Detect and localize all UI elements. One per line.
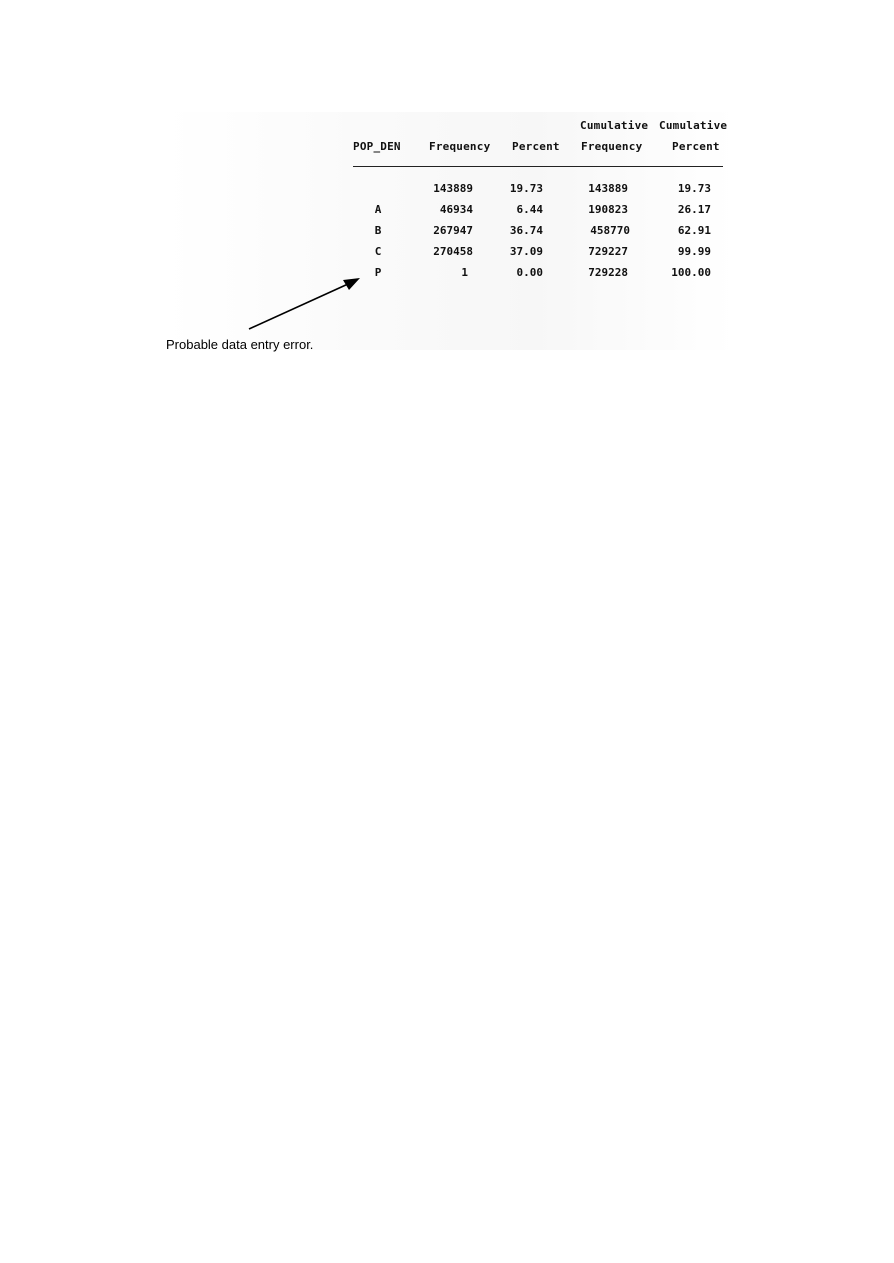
header-divider — [353, 166, 723, 167]
header-cum-percent-line2: Percent — [672, 140, 720, 153]
header-cum-frequency-line1: Cumulative — [580, 119, 649, 132]
row-4-frequency: 1 — [461, 266, 468, 279]
row-4-percent: 0.00 — [516, 266, 543, 279]
row-0-cum-percent: 19.73 — [677, 182, 711, 195]
row-4-category: P — [374, 266, 382, 279]
row-0-cum-frequency: 143889 — [588, 182, 628, 195]
row-2-percent: 36.74 — [509, 224, 543, 237]
row-2-cum-frequency: 458770 — [590, 224, 630, 237]
row-1-cum-frequency: 190823 — [588, 203, 628, 216]
row-1-category: A — [374, 203, 382, 216]
row-3-cum-frequency: 729227 — [588, 245, 628, 258]
header-popden: POP_DEN — [353, 140, 401, 153]
row-0-percent: 19.73 — [509, 182, 543, 195]
header-cum-frequency-line2: Frequency — [581, 140, 643, 153]
row-0-frequency: 143889 — [433, 182, 473, 195]
arrow-head — [343, 278, 360, 290]
row-3-frequency: 270458 — [433, 245, 473, 258]
row-4-cum-frequency: 729228 — [588, 266, 628, 279]
row-2-frequency: 267947 — [433, 224, 473, 237]
row-3-percent: 37.09 — [509, 245, 543, 258]
row-2-category: B — [374, 224, 382, 237]
header-cum-percent-line1: Cumulative — [659, 119, 728, 132]
row-1-frequency: 46934 — [439, 203, 473, 216]
row-3-category: C — [374, 245, 382, 258]
row-4-cum-percent: 100.00 — [671, 266, 711, 279]
row-1-cum-percent: 26.17 — [677, 203, 711, 216]
row-1-percent: 6.44 — [516, 203, 543, 216]
row-3-cum-percent: 99.99 — [677, 245, 711, 258]
annotation-text: Probable data entry error. — [166, 337, 314, 352]
header-percent: Percent — [512, 140, 560, 153]
header-frequency: Frequency — [429, 140, 491, 153]
row-2-cum-percent: 62.91 — [677, 224, 711, 237]
arrow-shaft — [249, 284, 348, 329]
annotation-arrow — [240, 270, 370, 340]
